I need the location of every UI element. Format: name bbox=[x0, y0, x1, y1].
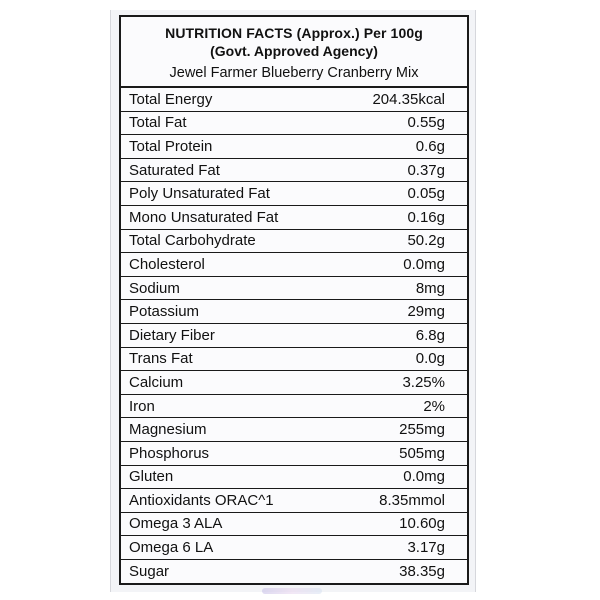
table-row bbox=[121, 513, 467, 537]
table-subtitle: (Govt. Approved Agency) bbox=[210, 43, 378, 59]
nutrient-name: Sugar bbox=[129, 563, 170, 581]
table-row bbox=[121, 348, 467, 372]
nutrient-name: Trans Fat bbox=[129, 350, 193, 368]
table-row bbox=[121, 324, 467, 348]
table-row bbox=[121, 206, 467, 230]
nutrient-value: 6.8g bbox=[415, 326, 445, 344]
table-row bbox=[121, 159, 467, 183]
nutrient-name: Potassium bbox=[129, 303, 200, 321]
nutrient-value: 0.6g bbox=[415, 137, 445, 155]
table-header bbox=[121, 17, 467, 88]
nutrient-value: 0.16g bbox=[407, 208, 445, 226]
nutrient-value: 3.25% bbox=[402, 373, 445, 391]
nutrient-name: Omega 3 ALA bbox=[129, 515, 223, 533]
nutrient-name: Total Protein bbox=[129, 137, 213, 155]
nutrient-value: 3.17g bbox=[407, 539, 445, 557]
nutrient-value: 505mg bbox=[399, 444, 445, 462]
table-row bbox=[121, 300, 467, 324]
table-row bbox=[121, 253, 467, 277]
nutrient-name: Sodium bbox=[129, 279, 180, 297]
nutrient-name: Gluten bbox=[129, 468, 174, 486]
nutrient-name: Mono Unsaturated Fat bbox=[129, 208, 279, 226]
nutrient-name: Antioxidants ORAC^1 bbox=[129, 491, 274, 509]
table-row bbox=[121, 489, 467, 513]
table-row bbox=[121, 182, 467, 206]
table-row bbox=[121, 536, 467, 560]
product-name: Jewel Farmer Blueberry Cranberry Mix bbox=[169, 65, 419, 81]
nutrient-name: Total Fat bbox=[129, 114, 187, 132]
table-row bbox=[121, 395, 467, 419]
nutrient-value: 8mg bbox=[415, 279, 445, 297]
nutrient-name: Iron bbox=[129, 397, 155, 415]
table-title: NUTRITION FACTS (Approx.) Per 100g bbox=[165, 25, 423, 41]
nutrient-value: 10.60g bbox=[399, 515, 445, 533]
nutrient-value: 0.0g bbox=[415, 350, 445, 368]
nutrient-value: 0.37g bbox=[407, 161, 445, 179]
nutrient-value: 0.0mg bbox=[403, 468, 445, 486]
table-row bbox=[121, 230, 467, 254]
nutrient-name: Poly Unsaturated Fat bbox=[129, 185, 270, 203]
table-row bbox=[121, 466, 467, 490]
nutrient-name: Total Carbohydrate bbox=[129, 232, 256, 250]
nutrient-name: Calcium bbox=[129, 373, 184, 391]
nutrient-name: Omega 6 LA bbox=[129, 539, 214, 557]
table-row bbox=[121, 418, 467, 442]
nutrient-value: 50.2g bbox=[407, 232, 445, 250]
nutrient-rows bbox=[121, 88, 467, 583]
nutrient-value: 0.55g bbox=[407, 114, 445, 132]
table-row bbox=[121, 560, 467, 584]
decorative-strip bbox=[262, 588, 322, 594]
nutrition-facts-table bbox=[119, 15, 469, 585]
nutrient-name: Cholesterol bbox=[129, 255, 205, 273]
table-row bbox=[121, 88, 467, 112]
nutrient-value: 0.0mg bbox=[403, 255, 445, 273]
table-row bbox=[121, 277, 467, 301]
nutrient-name: Magnesium bbox=[129, 421, 207, 439]
nutrient-value: 38.35g bbox=[399, 563, 445, 581]
nutrient-name: Total Energy bbox=[129, 90, 213, 108]
nutrient-value: 255mg bbox=[399, 421, 445, 439]
nutrient-name: Dietary Fiber bbox=[129, 326, 215, 344]
nutrient-value: 204.35kcal bbox=[372, 90, 445, 108]
table-row bbox=[121, 371, 467, 395]
nutrient-value: 2% bbox=[423, 397, 445, 415]
table-row bbox=[121, 135, 467, 159]
nutrient-name: Saturated Fat bbox=[129, 161, 220, 179]
nutrient-value: 0.05g bbox=[407, 185, 445, 203]
nutrient-value: 29mg bbox=[407, 303, 445, 321]
table-row bbox=[121, 442, 467, 466]
nutrient-name: Phosphorus bbox=[129, 444, 210, 462]
nutrient-value: 8.35mmol bbox=[379, 491, 445, 509]
table-row bbox=[121, 112, 467, 136]
